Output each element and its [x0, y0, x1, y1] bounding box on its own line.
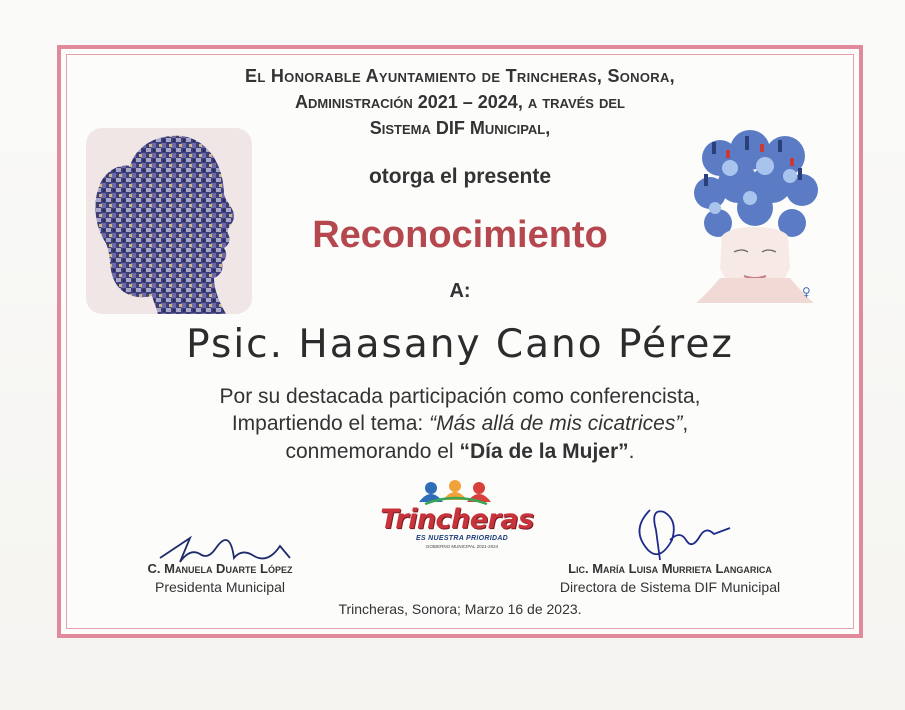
body-line-3-suffix: .: [628, 440, 635, 463]
certificate-title: Reconocimiento: [312, 214, 608, 256]
date-place: Trincheras, Sonora; Marzo 16 de 2023.: [338, 601, 582, 617]
right-signer-role: Directora de Sistema DIF Municipal: [559, 579, 781, 595]
logo-subtitle: GOBIERNO MUNICIPAL 2021-2024: [425, 544, 499, 549]
left-signer-name: C. Manuela Duarte López: [147, 561, 293, 576]
event-name: “Día de la Mujer”: [459, 440, 629, 463]
recipient-label: A:: [449, 280, 471, 302]
body-line-2: [120, 412, 800, 436]
woman-silhouette-image: [86, 128, 252, 314]
body-line-2-suffix: ,: [682, 412, 689, 435]
header-line-1: El Honorable Ayuntamiento de Trincheras, Sonora,: [245, 66, 675, 86]
body-line-3: [120, 440, 800, 464]
body-line-3-prefix: conmemorando el: [285, 440, 460, 463]
otorga-text: otorga el presente: [368, 165, 552, 188]
header-line-3: Sistema DIF Municipal,: [369, 118, 551, 138]
recipient-name: Psic. Haasany Cano Pérez: [186, 322, 734, 367]
left-signer-role: Presidenta Municipal: [155, 579, 285, 595]
right-signature-image: [620, 500, 740, 570]
header-line-2: Administración 2021 – 2024, a través del: [295, 92, 625, 112]
logo-title: Trincheras: [380, 504, 534, 535]
body-line-2-prefix: Impartiendo el tema:: [231, 412, 430, 435]
talk-topic: “Más allá de mis cicatrices”: [429, 412, 683, 435]
women-crowd-illustration-image: [690, 128, 820, 303]
body-line-1: Por su destacada participación como conferencista,: [219, 385, 701, 408]
logo-slogan: ES NUESTRA PRIORIDAD: [415, 535, 509, 542]
right-signer-name: Lic. María Luisa Murrieta Langarica: [568, 561, 772, 576]
svg-text:♀: ♀: [802, 285, 811, 299]
